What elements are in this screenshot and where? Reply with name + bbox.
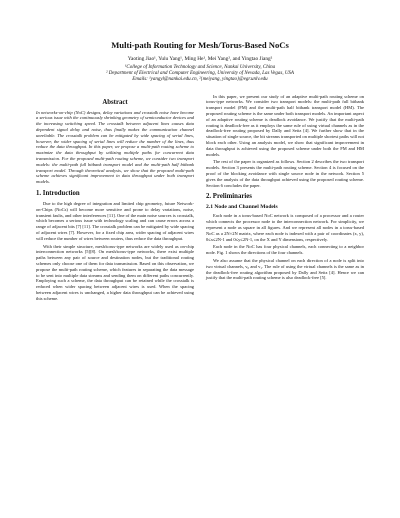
body-paragraph: Each node in the NoC has four physical channels, each connecting to a neighbor node. Fig. 1 shows the directions of the four channels. (206, 244, 364, 256)
body-paragraph: We also assume that the physical channel on each direction of a node is split into two virtual channels, v₀ and v₁. The rule of using the virtual channels is the same as in the deadlock-free routing algorithm proposed by Dally and Seitz [4]. Hence we can justify that the multi-path routing scheme is also deadlock-free [5]. (206, 257, 364, 281)
abstract-text: In networks-on-chip (NoC) designs, delay variations and crosstalk noise have become a serious issue with the continuously shrinking geometry of semiconductor devices and the increasing switching speed. The crosstalk between adjacent lines causes data dependent signal delay and noise, thus finally makes the communication channel unreliable. The crosstalk problem can be mitigated by wide spacing of serial lines, however, the wider spacing of serial lines will reduce the number of the lines, thus reduce the data throughput. In this paper, we propose a multi-path routing scheme to maximize the data throughput by utilizing multiple paths for concurrent data transmission. For the proposed multi-path routing scheme, we consider two transport models: the multi-path full bitbank transport model and the multi-path half bitbank transport model. Through theoretical analysis, we show that the proposed multi-path scheme achieves significant improvement in data throughput under both transport models. (36, 109, 194, 185)
intro-paragraph: With their simple structure, mesh/torus-type networks are widely used as on-chip interconnection networks [5][8]. On mesh/torus-type networks, there exist multiple paths between any pair of source and destination nodes, but the traditional routing schemes only choose one of them for data transmission. Based on this observation, we propose the multi-path routing scheme, which features in separating the data message to be sent into multiple data streams and sending them on different paths concurrently. Employing such a scheme, the data throughput can be retained while the crosstalk is reduced when wider spacing between adjacent wires is used. When the spacing between adjacent wires is unchanged, a higher data throughput can be achieved using this scheme. (36, 243, 194, 301)
affiliation-1: ¹College of Information Technology and Science, Nankai University, China (124, 65, 276, 70)
subsection-2-1-heading: 2.1 Node and Channel Models (206, 204, 278, 211)
body-paragraph: In this paper, we present our study of an adaptive multi-path routing scheme on torus-type networks. We consider two transport models: the multi-path full bitbank transport model (FM) and the multi-path half bitbank transport model (HM). The proposed routing scheme is the same under both transport models. An important aspect of an adaptive routing scheme is deadlock avoidance. We justify that the multi-path routing is deadlock-free as it employs the same rule of using virtual channels as in the deadlock-free routing proposed by Dally and Seitz [4]. We further show that in the situation of single source, the bit streams transported on multiple shortest paths will not block each other. Using an analysis model, we show that significant improvement in data throughput is achieved using the proposed scheme under both the FM and HM models. (206, 93, 364, 157)
author-list: Yaoting Jiao¹, Yulu Yang¹, Ming He¹, Mei Yang², and Yingtao Jiang² (127, 56, 273, 62)
paper-title: Multi-path Routing for Mesh/Torus-Based NoCs (111, 40, 289, 50)
affiliation-2: ² Department of Electrical and Computer Engineering, University of Nevada, Las Vegas, USA (105, 71, 294, 77)
section-2-heading: 2. Preliminaries (206, 193, 252, 201)
left-column (36, 94, 194, 304)
author-emails: Emails: ¹yangyl@nankai.edu.cn, ²{meiyang, yingtao}@egr.unlv.edu (132, 77, 268, 83)
section-1-heading: 1. Introduction (36, 189, 80, 197)
intro-paragraph: Due to the high degree of integration and limited chip geometry, future Network-on-Chips (NoCs) will become more sensitive and prone to delay variations, noise, transient faults, and other interferences [11]. One of the main noise sources is crosstalk, which becomes a serious issue with technology scaling and can cause errors across a range of adjacent bits [7] [11]. The crosstalk problem can be mitigated by wide spacing of adjacent wires [7]. However, for a fixed chip area, wider spacing of adjacent wires will reduce the number of wires between routers, thus reduce the data throughput. (36, 200, 194, 241)
body-paragraph: The rest of the paper is organized as follows. Section 2 describes the two transport models. Section 3 presents the multi-path routing scheme. Section 4 is focused on the proof of the blocking avoidance with single source node in the network. Section 5 gives the analysis of the data throughput achieved using the proposed routing scheme. Section 6 concludes the paper. (206, 159, 364, 188)
two-column-body (36, 94, 364, 304)
abstract-heading: Abstract (102, 98, 128, 106)
body-paragraph: Each node in a torus-based NoC network is composed of a processor and a router which connects the processor node to the interconnection network. For simplicity, we represent a node as square in all figures. And we represent all nodes in a torus-based NoC as a 2N×2N matrix, where each node is indexed with a pair of coordinates (x, y), 0≤x≤2N-1 and 0≤y≤2N-1, on the X and Y dimensions, respectively. (206, 213, 364, 242)
right-column (206, 94, 364, 304)
